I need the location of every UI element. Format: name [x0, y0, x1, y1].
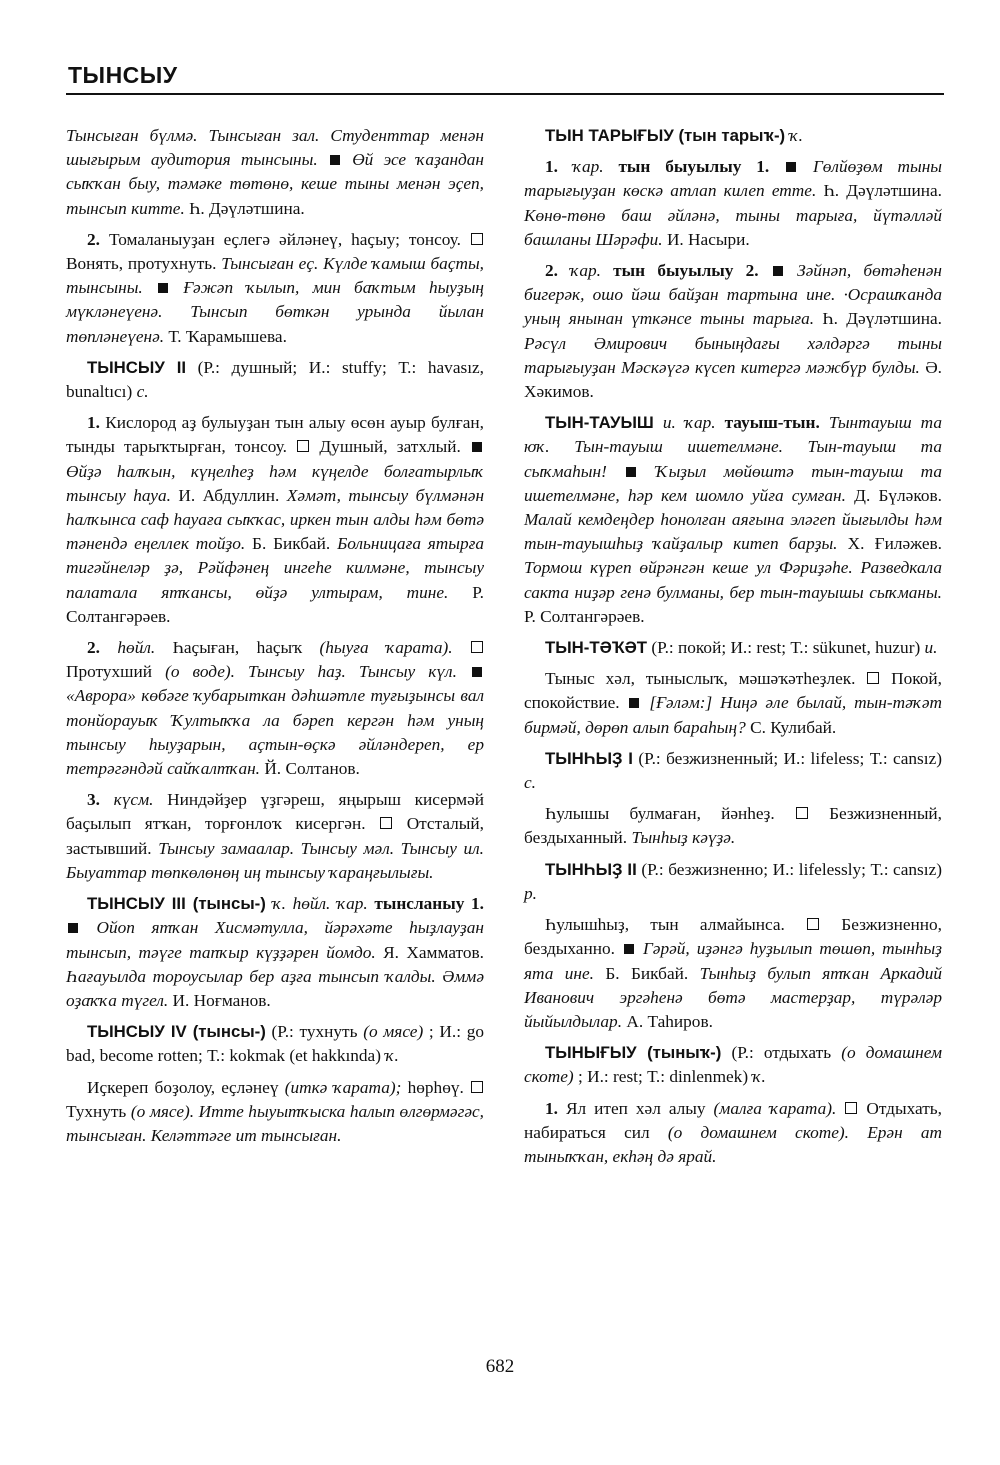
- entry-paragraph: [524, 1041, 942, 1089]
- text: Безжизненно, бездыханно.: [524, 915, 942, 959]
- example-marker: [773, 266, 783, 276]
- text: Һ. Дәүләтшина.: [822, 309, 942, 329]
- italic-text: Тынһыҙ кәүҙә.: [631, 828, 736, 848]
- text: Р. Солтангәрәев.: [66, 582, 484, 626]
- text: (Р.: тухнуть: [271, 1022, 358, 1042]
- entry-paragraph: [66, 892, 484, 1013]
- russian-equivalent-marker: [845, 1102, 857, 1114]
- italic-text: Ғәжәп ҡылып, мин баҡтым һыуҙың мүкләнеүенә. Тынсып бөткән урында йылан төпләнеүенә.: [66, 278, 484, 346]
- italic-text: Өй эсе ҡаҙандан сыҡҡан быу, тәмәке төтөнө, кеше тыны менән эҫеп, тынсып китте.: [66, 150, 484, 218]
- italic-text: (иткә ҡарата);: [284, 1077, 402, 1097]
- italic-text: Гәрәй, иҙәнгә һуҙылып төшөп, тынһыҙ ята ине.: [524, 939, 943, 983]
- example-marker: [68, 923, 78, 933]
- italic-text: ҡ. һөйл. ҡар.: [272, 894, 368, 914]
- text: (Р.: отдыхать: [731, 1043, 832, 1063]
- headword: ТЫН-ТӘҠӘТ: [545, 638, 648, 658]
- entry-paragraph: [66, 1020, 484, 1068]
- text: Һулышһыҙ, тын алмайынса.: [545, 915, 785, 935]
- italic-text: Зәйнәп, бөтәһенән бигерәк, ошо йәш байҙан тартына ине. ·Осрашҡанда уның янынан үткәнсе тыны тарыға.: [524, 261, 942, 329]
- text: Отсталый, застывший.: [66, 814, 484, 858]
- bold-text: 2.: [545, 261, 558, 281]
- text: Безжизненный, бездыханный.: [524, 804, 943, 848]
- entry-paragraph: [66, 788, 484, 885]
- italic-text: (о домашнем скоте): [524, 1043, 943, 1087]
- text: (Р.: безжизненно; И.: lifelessly; Т.: cansız): [641, 859, 942, 879]
- italic-text: (о мясе). Итте һыуытҡыска һалып өлгөрмәгәс, тынсыған. Келәттәге ит тынсыған.: [66, 1101, 484, 1145]
- text: Кислород аҙ булыуҙан тын алыу өсөн ауыр булған, тынды тарыҡтырған, тонсоу.: [66, 413, 484, 457]
- text: (Р.: покой; И.: rest; Т.: sükunet, huzur): [651, 638, 921, 658]
- entry-paragraph: [524, 667, 942, 740]
- entry-paragraph: [524, 411, 942, 629]
- italic-text: Тынһыҙ булып ятҡан Аркадий Иванович эргәһенә бөтә мастерҙар, түрәләр йыйылдылар.: [524, 963, 943, 1031]
- headword: ТЫНЫҒЫУ (тыныҡ-): [545, 1043, 722, 1063]
- text: Я. Хамматов.: [383, 942, 484, 962]
- left-column: [66, 124, 484, 1155]
- italic-text: (һыуға ҡарата).: [319, 638, 453, 658]
- text: Ә. Хәкимов.: [524, 357, 942, 402]
- headword: ТЫНСЫУ II: [87, 357, 187, 377]
- example-marker: [626, 467, 636, 477]
- bold-text: тын быуылыу 2.: [613, 261, 759, 281]
- example-marker: [472, 442, 482, 452]
- russian-equivalent-marker: [471, 233, 483, 245]
- entry-paragraph: [524, 636, 942, 660]
- text: И. Абдуллин.: [178, 485, 280, 505]
- italic-text: Малай кемдеңдер һонолған аяғына эләгеп йығылды һәм тын-тауышһыҙ ҡайҙалыр китеп барҙы.: [524, 510, 942, 554]
- russian-equivalent-marker: [471, 641, 483, 653]
- text: ; И.: rest; Т.: dinlenmek): [577, 1067, 749, 1087]
- headword: ТЫНҺЫҘ II: [545, 859, 637, 879]
- russian-equivalent-marker: [867, 672, 879, 684]
- bold-text: 1.: [545, 1098, 558, 1118]
- text: Тыныс хәл, тыныслыҡ, мәшәҡәтһеҙлек.: [545, 669, 856, 689]
- italic-text: и. ҡар.: [662, 413, 716, 433]
- text: Вонять, протухнуть.: [66, 254, 217, 274]
- italic-text: Больницаға ятырға тигәйнеләр ҙә, Рәйфәнең ингеһе килмәне, тынсыу палатала ятҡансы, өйҙә ултырам, тине.: [66, 534, 485, 602]
- entry-paragraph: [66, 124, 484, 221]
- text: Һ. Дәүләтшина.: [823, 181, 942, 201]
- entry-paragraph: [524, 155, 942, 252]
- text: Д. Бүләков.: [854, 485, 942, 505]
- entry-paragraph: [66, 228, 484, 349]
- text: Т. Ҡарамышева.: [168, 326, 287, 346]
- text: Һулышы булмаған, йәнһеҙ.: [545, 804, 775, 824]
- italic-text: «Аврора» көбәге ҡубарыткан дәһшәтле туғыҙынсы вал тонйорауыҡ Ҡултыҡҡа ла бәреп кергән һәм уның тынсыу һыуҙарын, аҫтын-өҫкә әйләндереп, ер тетрәгәндәй сайҡалтҡан.: [66, 686, 484, 779]
- italic-text: (о мясе): [363, 1022, 424, 1042]
- example-marker: [624, 944, 634, 954]
- italic-text: ҡар.: [572, 157, 604, 177]
- italic-text: с.: [524, 773, 536, 793]
- text: И. Насыри.: [666, 229, 750, 249]
- bold-text: 2.: [87, 638, 100, 658]
- text: Тухнуть: [66, 1101, 127, 1121]
- italic-text: Көнө-төнө баш әйләнә, тыны тарыға, йүтәлләй башланы Шәрәфи.: [524, 205, 942, 249]
- text: (Р.: душный; И.: stuffy; Т.: havasız, bunaltıcı): [66, 357, 485, 402]
- bold-text: 1.: [87, 413, 100, 433]
- text: ; И.: go bad, become rotten; Т.: kokmak (et hakkında): [66, 1022, 484, 1066]
- italic-text: ҡ.: [789, 126, 803, 145]
- text: Протухший: [66, 662, 152, 682]
- example-marker: [158, 283, 168, 293]
- russian-equivalent-marker: [807, 918, 819, 930]
- italic-text: Гөлйөҙөм тыны тарығыуҙан көскә атлап килеп етте.: [524, 157, 942, 201]
- entry-paragraph: [66, 1076, 484, 1149]
- text: Р. Солтангәрәев.: [524, 606, 645, 626]
- bold-text: 1.: [545, 157, 558, 177]
- text: Покой, спокойствие.: [524, 669, 942, 713]
- text: Душный, затхлый.: [319, 437, 461, 457]
- text: Томаланыуҙан еҫлегә әйләнеү, һаҫыу; тонсоу.: [108, 229, 462, 249]
- russian-equivalent-marker: [297, 440, 309, 452]
- bold-text: 2.: [87, 229, 100, 249]
- italic-text: [Ғәләм:] Ниңә әле былай, тын-тәҡәт бирмәй, дөрөп алып бараһың?: [524, 693, 942, 737]
- italic-text: Тормош күреп өйрәнгән кеше ул Фәриҙәһе. Разведкала сакта ниҙәр генә булманы, бер тын-тауышы сыҡманы.: [524, 558, 942, 602]
- page-number: 682: [485, 1356, 515, 1377]
- text: Б. Бикбай.: [605, 963, 689, 983]
- italic-text: күсм.: [113, 790, 154, 810]
- text: Һаҫыған, һаҫыҡ: [172, 638, 303, 658]
- text: С. Кулибай.: [750, 717, 837, 737]
- headword: ТЫНСЫУ III (тынсы-): [87, 894, 266, 914]
- italic-text: (малға ҡарата).: [713, 1098, 837, 1118]
- italic-text: Ойоп ятҡан Хисмәтулла, йәрәхәте һыҙлауҙан тынсып, тәүге тапҡыр күҙҙәрен йомдо.: [66, 918, 484, 962]
- entry-paragraph: [66, 356, 484, 404]
- italic-text: (о воде). Тынсыу һаҙ. Тынсыу күл.: [165, 662, 457, 682]
- entry-paragraph: [524, 802, 942, 850]
- example-marker: [786, 162, 796, 172]
- bold-text: тауыш-тын.: [724, 413, 820, 433]
- italic-text: Өйҙә һалҡын, күңелһеҙ һәм күңелде болғатырлыҡ тынсыу һауа.: [66, 461, 484, 505]
- italic-text: һөйл.: [117, 638, 156, 658]
- bold-text: 3.: [87, 790, 100, 810]
- text: Ниндәйҙер үҙгәреш, яңырыш кисермәй баҫылып ятҡан, торғонлоҡ кисергән.: [66, 790, 484, 834]
- entry-paragraph: [524, 858, 942, 906]
- entry-paragraph: [524, 913, 942, 1034]
- headword: ТЫН-ТАУЫШ: [545, 413, 654, 433]
- entry-paragraph: [524, 747, 942, 795]
- text: Отдыхать, набираться сил: [524, 1098, 942, 1142]
- italic-text: (о домашнем скоте). Ерән ат тыныҡҡан, екһәң дә ярай.: [524, 1122, 942, 1166]
- header-rule: [66, 93, 944, 95]
- italic-text: Һағауылда тороусылар бер аҙға тынсып ҡалды. Әммә оҙаҡҡа түгел.: [66, 966, 484, 1010]
- headword: ТЫНҺЫҘ I: [545, 748, 633, 768]
- headword: ТЫНСЫУ IV (тынсы-): [87, 1022, 266, 1042]
- entry-paragraph: [524, 124, 942, 148]
- italic-text: Тынсыған бүлмә. Тынсыған зал. Студенттар менән шығырым аудитория тынсыны.: [66, 126, 484, 170]
- bold-text: тынсланыу 1.: [374, 894, 484, 914]
- text: Һ. Дәүләтшина.: [189, 198, 305, 218]
- entry-paragraph: [66, 411, 484, 629]
- bold-text: тын быуылыу 1.: [618, 157, 770, 177]
- italic-text: Хәмәт, тынсыу бүлмәнән һалҡынса саф һауаға сыҡҡас, иркен тын алды һәм бөтә тәнендә еңеллек тойҙо.: [66, 485, 485, 554]
- italic-text: Тынтауыш та юҡ. Тын-тауыш ишетелмәне. Тын-тауыш та сыҡмаһын!: [524, 413, 943, 481]
- italic-text: Тынсыған еҫ. Күлде ҡамыш баҫты, тынсыны.: [66, 254, 484, 298]
- italic-text: ҡар.: [570, 261, 601, 281]
- example-marker: [330, 155, 340, 165]
- text: А. Таһиров.: [626, 1011, 713, 1031]
- entry-paragraph: [66, 636, 484, 781]
- italic-text: ҡ.: [385, 1046, 399, 1066]
- text: Б. Бикбай.: [252, 534, 331, 554]
- running-head: ТЫНСЫУ: [68, 62, 178, 88]
- italic-text: и.: [924, 638, 938, 658]
- example-marker: [629, 698, 639, 708]
- entry-paragraph: [524, 1097, 942, 1170]
- text: И. Ноғманов.: [172, 990, 271, 1010]
- italic-text: Рәсүл Әмирович быныңдағы хәлдәргә тыны тарығыуҙан Мәскәүгә күсеп китергә мәжбүр булды.: [524, 333, 942, 377]
- russian-equivalent-marker: [380, 817, 392, 829]
- entry-paragraph: [524, 259, 942, 404]
- russian-equivalent-marker: [796, 807, 808, 819]
- text: Х. Ғиләжев.: [847, 534, 942, 554]
- russian-equivalent-marker: [471, 1081, 483, 1093]
- right-column: [524, 124, 942, 1176]
- text: (Р.: безжизненный; И.: lifeless; Т.: cansız): [638, 748, 942, 768]
- italic-text: с.: [136, 382, 149, 402]
- text: һөрһөү.: [407, 1077, 464, 1097]
- example-marker: [472, 667, 482, 677]
- headword: ТЫН ТАРЫҒЫУ (тын тарыҡ-): [545, 126, 786, 145]
- text: Иҫкереп боҙолоу, еҫләнеү: [87, 1077, 279, 1097]
- italic-text: Ҡыҙыл мөйөштә тын-тауыш та ишетелмәне, һәр кем шомло уйға сумған.: [524, 461, 942, 505]
- italic-text: ҡ.: [752, 1067, 766, 1087]
- italic-text: Тынсыу замаалар. Тынсыу мәл. Тынсыу ил. Быуаттар төпкөлөнөң иң тынсыу ҡараңғылығы.: [66, 838, 484, 882]
- italic-text: р.: [524, 883, 537, 903]
- text: Й. Солтанов.: [264, 759, 360, 779]
- text: Ял итеп хәл алыу: [565, 1098, 706, 1118]
